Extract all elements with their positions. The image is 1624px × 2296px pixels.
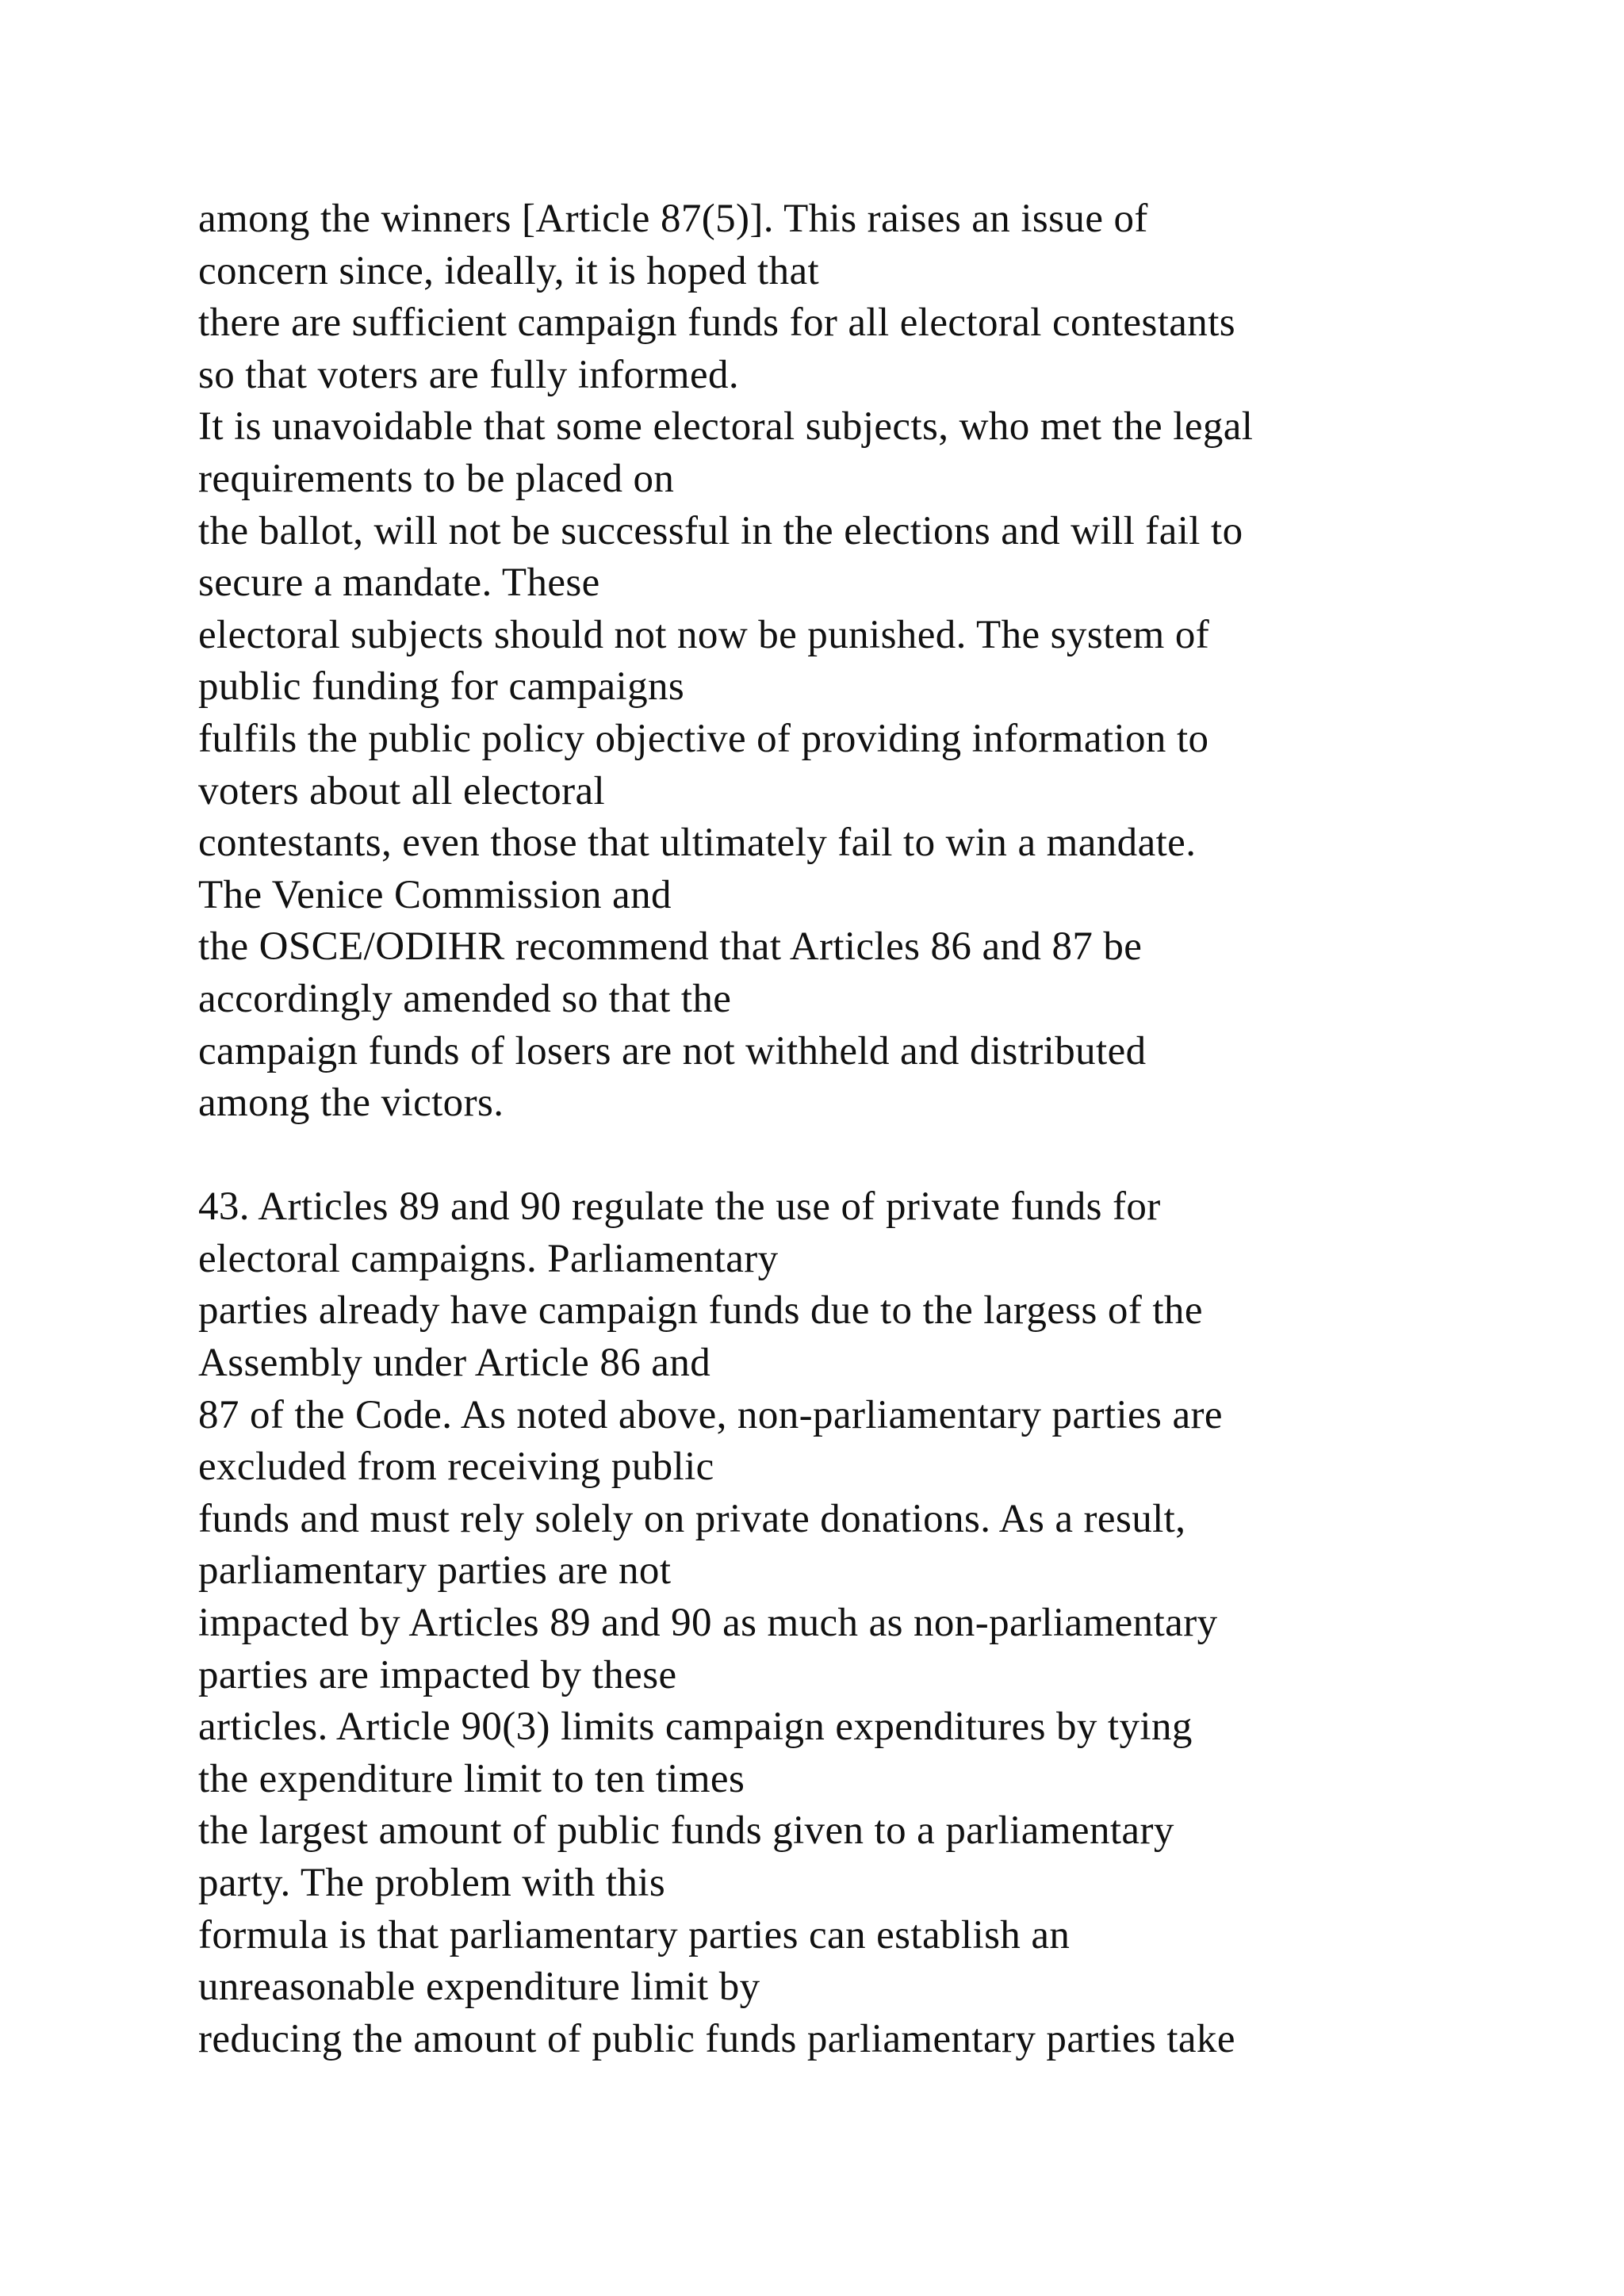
text-line: fulfils the public policy objective of providing information to	[198, 716, 1209, 761]
text-line: public funding for campaigns	[198, 664, 685, 710]
text-line: the largest amount of public funds given to a parliamentary	[198, 1808, 1174, 1854]
text-line: unreasonable expenditure limit by	[198, 1965, 760, 2010]
text-line: campaign funds of losers are not withheld and distributed	[198, 1028, 1147, 1073]
text-line: so that voters are fully informed.	[198, 352, 740, 397]
text-line: among the victors.	[198, 1081, 504, 1126]
text-line: funds and must rely solely on private donations. As a result,	[198, 1496, 1186, 1541]
text-line: parliamentary parties are not	[198, 1548, 672, 1594]
text-line: It is unavoidable that some electoral subjects, who met the legal	[198, 404, 1254, 450]
text-line: there are sufficient campaign funds for all electoral contestants	[198, 300, 1236, 346]
text-line: contestants, even those that ultimately fail to win a mandate.	[198, 821, 1197, 866]
text-line: requirements to be placed on	[198, 456, 675, 501]
text-line: electoral subjects should not now be punished. The system of	[198, 612, 1210, 657]
text-line: concern since, ideally, it is hoped that	[198, 248, 820, 293]
text-line: the ballot, will not be successful in the elections and will fail to	[198, 508, 1243, 553]
paragraph-gap	[198, 1130, 1562, 1182]
text-line: 87 of the Code. As noted above, non-parliamentary parties are	[198, 1392, 1223, 1437]
text-line: 43. Articles 89 and 90 regulate the use of private funds for	[198, 1184, 1161, 1230]
text-line: the OSCE/ODIHR recommend that Articles 86 and 87 be	[198, 924, 1143, 970]
text-line: secure a mandate. These	[198, 561, 600, 606]
text-line: articles. Article 90(3) limits campaign expenditures by tying	[198, 1705, 1193, 1750]
text-line: formula is that parliamentary parties can establish an	[198, 1912, 1071, 1957]
text-line: impacted by Articles 89 and 90 as much as non-parliamentary	[198, 1601, 1218, 1646]
text-line: voters about all electoral	[198, 768, 606, 813]
text-line: Assembly under Article 86 and	[198, 1341, 711, 1386]
text-line: reducing the amount of public funds parliamentary parties take	[198, 2016, 1235, 2061]
text-line: party. The problem with this	[198, 1861, 666, 1905]
text-line: parties already have campaign funds due to the largess of the	[198, 1288, 1203, 1334]
text-line: among the winners [Article 87(5)]. This raises an issue of	[198, 197, 1148, 241]
text-line: parties are impacted by these	[198, 1652, 677, 1697]
text-line: The Venice Commission and	[198, 872, 672, 917]
text-line: electoral campaigns. Parliamentary	[198, 1236, 779, 1281]
text-line: the expenditure limit to ten times	[198, 1756, 745, 1801]
body-text	[198, 193, 1562, 2065]
text-line: excluded from receiving public	[198, 1445, 714, 1490]
text-line: accordingly amended so that the	[198, 976, 732, 1021]
